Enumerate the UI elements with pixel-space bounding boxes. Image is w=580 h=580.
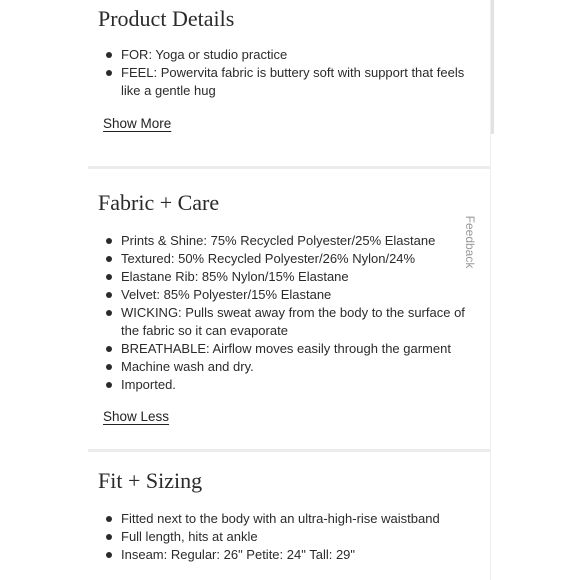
section-divider [88,449,490,452]
fabric-care-list [104,232,484,394]
bullet-icon [106,364,112,370]
bullet-icon [106,256,112,262]
fit-sizing-list [104,510,484,564]
list-item-text: Inseam: Regular: 26" Petite: 24" Tall: 29" [121,547,356,562]
list-item-text: BREATHABLE: Airflow moves easily through the garment [121,341,451,356]
list-item-text: FEEL: Powervita fabric is buttery soft with support that feels like a gentle hug [121,65,465,98]
list-item-text: Textured: 50% Recycled Polyester/26% Nylon/24% [121,251,416,266]
list-item-text: WICKING: Pulls sweat away from the body to the surface of the fabric so it can evaporate [121,305,465,338]
product-details-list [104,46,484,100]
feedback-label: Feedback [463,215,477,269]
list-item [104,546,484,564]
bullet-icon [106,70,112,76]
bullet-icon [106,346,112,352]
list-item [104,64,484,100]
list-item [104,358,484,376]
bullet-icon [106,534,112,540]
list-item [104,268,484,286]
list-item [104,304,484,340]
bullet-icon [106,274,112,280]
list-item [104,510,484,528]
bullet-icon [106,382,112,388]
bullet-icon [106,552,112,558]
product-details-title: Product Details [98,6,235,31]
show-more-button[interactable]: Show More [103,116,172,131]
list-item-text: Machine wash and dry. [121,359,254,374]
list-item [104,528,484,546]
list-item-text: Velvet: 85% Polyester/15% Elastane [121,287,332,302]
bullet-icon [106,516,112,522]
scrollbar[interactable] [491,0,494,134]
list-item-text: Imported. [121,377,176,392]
bullet-icon [106,310,112,316]
fabric-care-title: Fabric + Care [98,190,220,215]
fit-sizing-title: Fit + Sizing [98,468,203,493]
bullet-icon [106,292,112,298]
list-item [104,376,484,394]
bullet-icon [106,52,112,58]
list-item [104,46,484,64]
feedback-tab[interactable] [462,212,478,272]
section-divider [88,166,490,169]
bullet-icon [106,238,112,244]
list-item [104,250,484,268]
list-item-text: Fitted next to the body with an ultra-high-rise waistband [121,511,440,526]
show-less-button[interactable]: Show Less [103,409,170,424]
list-item [104,340,484,358]
list-item [104,286,484,304]
list-item-text: Prints & Shine: 75% Recycled Polyester/25% Elastane [121,233,436,248]
list-item-text: FOR: Yoga or studio practice [121,47,288,62]
list-item-text: Full length, hits at ankle [121,529,258,544]
list-item-text: Elastane Rib: 85% Nylon/15% Elastane [121,269,349,284]
list-item [104,232,484,250]
